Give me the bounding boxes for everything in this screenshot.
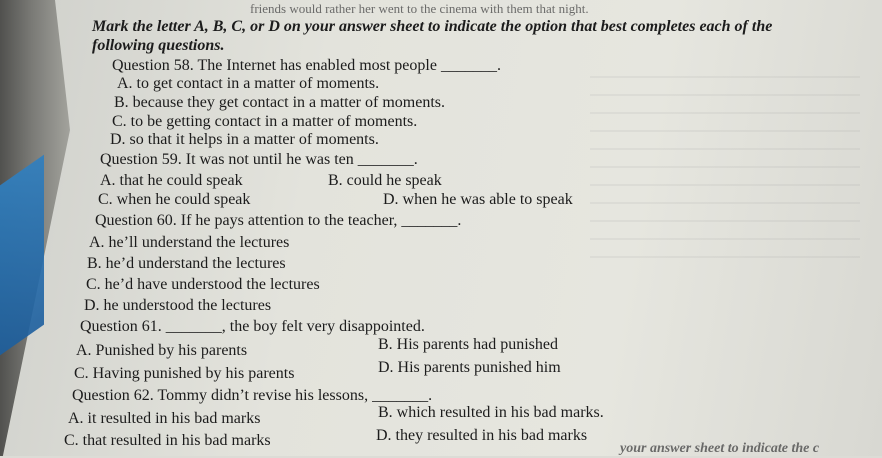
question-61-option-c: C. Having punished by his parents: [74, 365, 295, 382]
question-59-option-d: D. when he was able to speak: [383, 191, 573, 208]
question-62-option-a: A. it resulted in his bad marks: [68, 410, 261, 427]
question-61-option-b: B. His parents had punished: [378, 336, 558, 353]
bottom-bleed-text: your answer sheet to indicate the c: [620, 441, 820, 456]
question-59-option-c: C. when he could speak: [98, 191, 251, 208]
top-line: friends would rather her went to the cinema with them that night.: [250, 1, 589, 16]
question-60-stem: Question 60. If he pays attention to the teacher, _______.: [95, 212, 462, 229]
question-59-stem: Question 59. It was not until he was ten _______.: [100, 151, 418, 168]
question-62-option-b: B. which resulted in his bad marks.: [378, 404, 604, 421]
question-60-option-d: D. he understood the lectures: [84, 297, 272, 314]
question-60-option-b: B. he’d understand the lectures: [87, 255, 286, 272]
question-62-option-d: D. they resulted in his bad marks: [376, 427, 588, 444]
blue-binding-stripe: [0, 155, 44, 356]
question-58-option-c: C. to be getting contact in a matter of moments.: [112, 113, 418, 130]
question-58-option-b: B. because they get contact in a matter of moments.: [114, 94, 445, 111]
question-59-option-b: B. could he speak: [328, 172, 442, 189]
question-61-stem: Question 61. _______, the boy felt very disappointed.: [80, 318, 425, 335]
instructions-line-1: Mark the letter A, B, C, or D on your answer sheet to indicate the option that best completes each of the: [92, 18, 773, 35]
question-59-option-a: A. that he could speak: [100, 172, 243, 189]
question-62-option-c: C. that resulted in his bad marks: [64, 432, 271, 449]
question-61-option-d: D. His parents punished him: [378, 359, 561, 376]
question-58-stem: Question 58. The Internet has enabled most people _______.: [112, 57, 501, 74]
question-61-option-a: A. Punished by his parents: [76, 342, 248, 359]
question-60-option-a: A. he’ll understand the lectures: [89, 234, 290, 251]
instructions-line-2: following questions.: [92, 37, 225, 54]
show-through-text: [590, 60, 860, 260]
question-58-option-a: A. to get contact in a matter of moments.: [117, 75, 380, 92]
question-62-stem: Question 62. Tommy didn’t revise his lessons, _______.: [72, 387, 433, 404]
question-58-option-d: D. so that it helps in a matter of moments.: [110, 131, 379, 148]
question-60-option-c: C. he’d have understood the lectures: [86, 276, 320, 293]
